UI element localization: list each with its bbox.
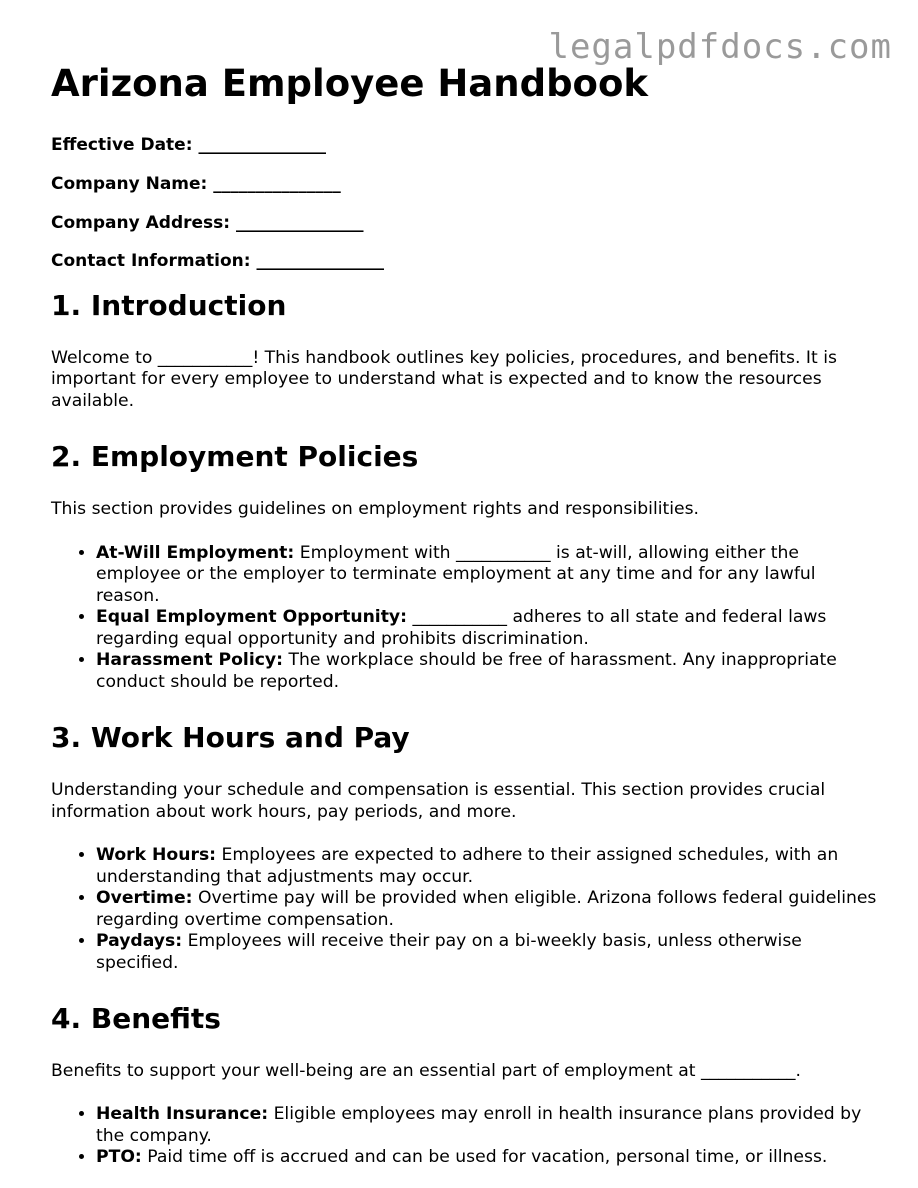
field-label: Company Name: <box>51 174 208 195</box>
list-item-term: Equal Employment Opportunity: <box>96 607 407 628</box>
list-item-desc: The workplace should be free of harassment. Any inappropriate conduct should be reported. <box>96 650 837 692</box>
list-item-term: Overtime: <box>96 888 193 909</box>
list-item-term: Health Insurance: <box>96 1104 269 1125</box>
section-benefits <box>51 1004 881 1169</box>
field-blank: _______________ <box>198 135 326 156</box>
header-fields <box>51 136 881 271</box>
list-item <box>96 931 881 974</box>
field-company-address <box>51 214 881 233</box>
section-work-hours-and-pay <box>51 723 881 974</box>
list-item <box>96 1104 881 1147</box>
list-item-desc: Employees are expected to adhere to their assigned schedules, with an understanding that adjustments may occur. <box>96 845 839 887</box>
section-employment-policies <box>51 442 881 693</box>
list-item <box>96 888 881 931</box>
document-page <box>51 62 881 1169</box>
field-label: Company Address: <box>51 212 231 233</box>
field-contact-information <box>51 252 881 271</box>
section-heading: 2. Employment Policies <box>51 440 419 474</box>
policy-list <box>51 543 881 694</box>
list-item-term: Paydays: <box>96 931 183 952</box>
document-title: Arizona Employee Handbook <box>51 62 649 105</box>
section-text: This section provides guidelines on employment rights and responsibilities. <box>51 499 699 520</box>
list-item <box>96 650 881 693</box>
watermark: legalpdfdocs.com <box>548 27 892 67</box>
benefits-list <box>51 1104 881 1169</box>
section-text: Understanding your schedule and compensation is essential. This section provides crucial information about work hours, pay periods, and more. <box>51 780 826 822</box>
list-item-desc: Eligible employees may enroll in health insurance plans provided by the company. <box>96 1104 862 1146</box>
field-blank: _______________ <box>256 251 385 272</box>
field-blank: _______________ <box>235 212 364 233</box>
list-item <box>96 543 881 608</box>
list-item-term: Work Hours: <box>96 845 217 866</box>
field-blank: _______________ <box>213 174 341 195</box>
list-item-term: Harassment Policy: <box>96 650 283 671</box>
list-item-desc: Paid time off is accrued and can be used for vacation, personal time, or illness. <box>147 1147 828 1168</box>
section-heading: 1. Introduction <box>51 289 287 323</box>
section-introduction <box>51 291 881 412</box>
list-item-desc: Overtime pay will be provided when eligible. Arizona follows federal guidelines regarding overtime compensation. <box>96 888 877 930</box>
section-heading: 3. Work Hours and Pay <box>51 721 410 755</box>
list-item <box>96 845 881 888</box>
list-item-desc: Employees will receive their pay on a bi-weekly basis, unless otherwise specified. <box>96 931 802 973</box>
list-item-term: PTO: <box>96 1147 142 1168</box>
field-company-name <box>51 175 881 194</box>
section-text: Welcome to ___________! This handbook outlines key policies, procedures, and benefits. It is important for every employee to understand what is expected and to know the resources available. <box>51 347 837 411</box>
list-item <box>96 1147 881 1169</box>
list-item-desc: Employment with ___________ is at-will, allowing either the employee or the employer to terminate employment at any time and for any lawful reason. <box>96 542 816 606</box>
list-item-term: At-Will Employment: <box>96 542 295 563</box>
section-heading: 4. Benefits <box>51 1002 221 1036</box>
pay-list <box>51 845 881 974</box>
field-label: Contact Information: <box>51 251 251 272</box>
list-item <box>96 607 881 650</box>
field-effective-date <box>51 136 881 155</box>
section-text: Benefits to support your well-being are an essential part of employment at ___________. <box>51 1060 801 1081</box>
list-item-desc: ___________ adheres to all state and federal laws regarding equal opportunity and prohibits discrimination. <box>96 607 827 649</box>
field-label: Effective Date: <box>51 135 193 156</box>
